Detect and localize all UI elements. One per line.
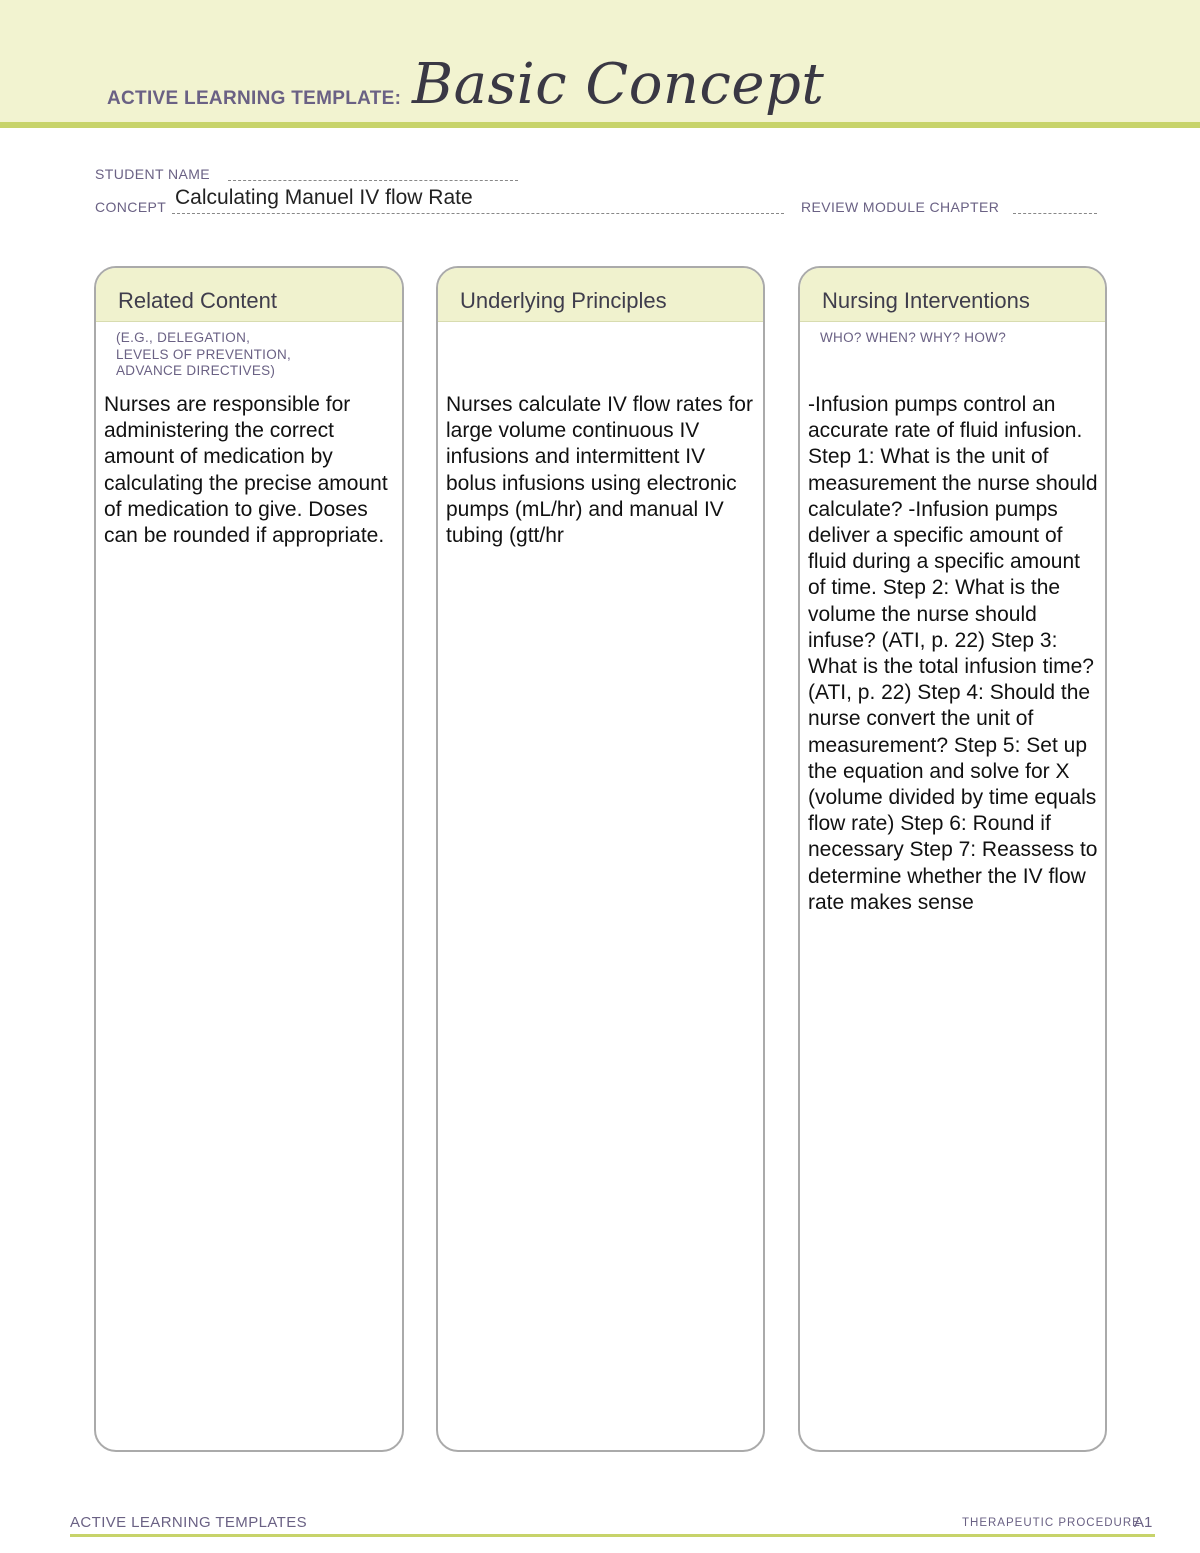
related-hint-line-2: LEVELS OF PREVENTION, [116, 346, 292, 362]
footer-page-code: A1 [1134, 1514, 1153, 1531]
underlying-principles-title: Underlying Principles [438, 268, 763, 322]
review-module-label: REVIEW MODULE CHAPTER [801, 199, 1000, 215]
nursing-interventions-text[interactable]: -Infusion pumps control an accurate rate of fluid infusion. Step 1: What is the unit of measurement the nurse should calculate? -Infusion pumps deliver a specific amount of fluid during a specific amount of time. Step 2: What is the volume the nurse should infuse? (ATI, p. 22) Step 3: What is the total infusion time? (ATI, p. 22) Step 4: Should the nurse convert the unit of measurement? Step 5: Set up the equation and solve for X (volume divided by time equals flow rate) Step 6: Round if necessary Step 7: Reassess to determine whether the IV flow rate makes sense [808, 393, 1098, 914]
related-content-card [94, 266, 404, 1452]
student-name-field[interactable] [228, 180, 518, 181]
nursing-interventions-title: Nursing Interventions [800, 268, 1105, 322]
related-content-title: Related Content [96, 268, 402, 322]
template-label: ACTIVE LEARNING TEMPLATE: [107, 88, 402, 109]
student-name-label: STUDENT NAME [95, 166, 210, 182]
footer-right-label: THERAPEUTIC PROCEDURE [962, 1517, 1141, 1529]
template-title: Basic Concept [412, 52, 825, 117]
concept-field-line [172, 213, 784, 214]
header-divider [0, 122, 1200, 128]
underlying-principles-card [436, 266, 765, 1452]
nursing-interventions-hint: WHO? WHEN? WHY? HOW? [820, 330, 1007, 345]
review-module-field[interactable] [1013, 213, 1097, 214]
footer-left-label: ACTIVE LEARNING TEMPLATES [70, 1514, 307, 1531]
related-hint-line-3: ADVANCE DIRECTIVES) [116, 363, 276, 378]
underlying-principles-text[interactable]: Nurses calculate IV flow rates for large volume continuous IV infusions and intermittent IV bolus infusions using electronic pumps (mL/hr) and manual IV tubing (gtt/hr [446, 393, 753, 548]
related-content-hint [116, 330, 291, 380]
nursing-interventions-card [798, 266, 1107, 1452]
concept-field[interactable]: Calculating Manuel IV flow Rate [175, 186, 473, 209]
footer-divider [70, 1534, 1155, 1537]
related-hint-line-1: (E.G., DELEGATION, [116, 330, 251, 345]
related-content-text[interactable]: Nurses are responsible for administering the correct amount of medication by calculating the precise amount of medication to give. Doses can be rounded if appropriate. [104, 393, 388, 548]
concept-label: CONCEPT [95, 199, 167, 215]
